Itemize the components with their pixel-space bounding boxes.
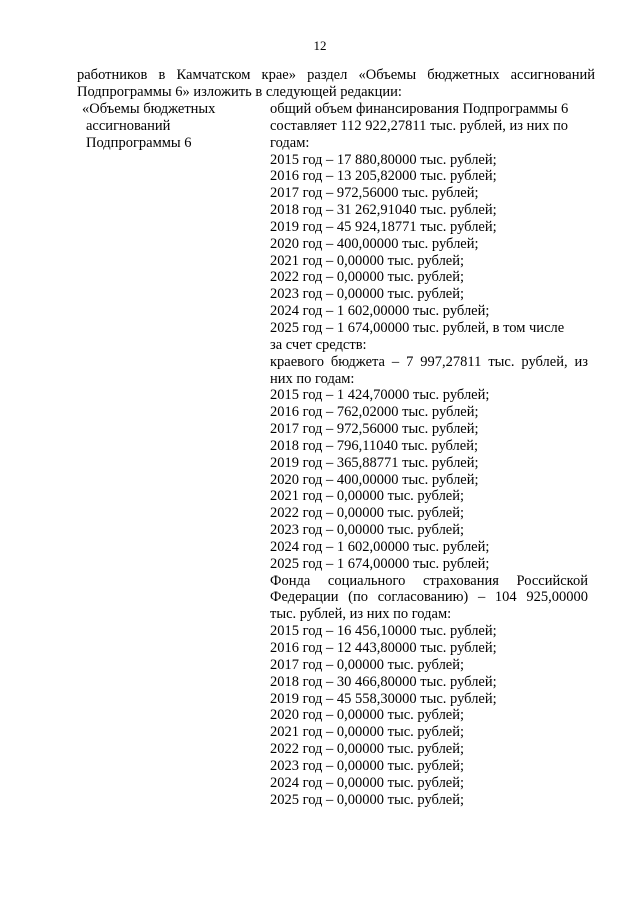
label-line-1: «Объемы бюджетных: [82, 101, 216, 117]
list-item: 2016 год – 762,02000 тыс. рублей;: [270, 404, 479, 421]
intro-paragraph: [77, 67, 595, 101]
list-item: 2022 год – 0,00000 тыс. рублей;: [270, 269, 465, 286]
social-insurance-fund-block: [270, 573, 588, 809]
fund-line-3: тыс. рублей, из них по годам:: [270, 606, 452, 623]
label-line-3: Подпрограммы 6: [86, 134, 192, 151]
list-item: 2019 год – 365,88771 тыс. рублей;: [270, 454, 479, 471]
list-item: 2019 год – 45 558,30000 тыс. рублей;: [270, 690, 497, 707]
list-item: 2020 год – 0,00000 тыс. рублей;: [270, 707, 465, 724]
list-item: 2017 год – 972,56000 тыс. рублей;: [270, 421, 479, 438]
intro-line-1: работников в Камчатском крае» раздел «Объемы бюджетных ассигнований: [77, 67, 595, 83]
total-line-1: общий объем финансирования Подпрограммы 6: [270, 101, 569, 117]
total-line-2: составляет 112 922,27811 тыс. рублей, из них по: [270, 117, 569, 134]
list-item: 2018 год – 796,11040 тыс. рублей;: [270, 437, 478, 454]
list-item: 2023 год – 0,00000 тыс. рублей;: [270, 286, 465, 303]
list-item: 2016 год – 12 443,80000 тыс. рублей;: [270, 640, 497, 656]
list-item: 2020 год – 400,00000 тыс. рублей;: [270, 235, 479, 252]
page-number: 12: [313, 38, 327, 53]
list-item: 2021 год – 0,00000 тыс. рублей;: [270, 488, 465, 505]
list-item: 2018 год – 30 466,80000 тыс. рублей;: [270, 673, 497, 690]
intro-line-2: Подпрограммы 6» изложить в следующей редакции:: [77, 83, 402, 100]
total-line-3: годам:: [270, 134, 310, 151]
list-item: 2015 год – 17 880,80000 тыс. рублей;: [270, 151, 497, 168]
list-item: 2024 год – 0,00000 тыс. рублей;: [270, 774, 465, 791]
list-item: 2015 год – 16 456,10000 тыс. рублей;: [270, 623, 497, 640]
list-item: 2024 год – 1 602,00000 тыс. рублей;: [270, 303, 490, 320]
list-item: 2022 год – 0,00000 тыс. рублей;: [270, 741, 465, 758]
table-label-cell: [82, 101, 257, 152]
list-item: 2018 год – 31 262,91040 тыс. рублей;: [270, 202, 497, 219]
table-content-cell: [270, 101, 588, 808]
list-item: 2020 год – 400,00000 тыс. рублей;: [270, 471, 479, 488]
list-item: 2015 год – 1 424,70000 тыс. рублей;: [270, 387, 490, 404]
fund-line-1: Фонда социального страхования Российской: [270, 572, 588, 589]
list-item: 2016 год – 13 205,82000 тыс. рублей;: [270, 168, 497, 185]
list-item: 2024 год – 1 602,00000 тыс. рублей;: [270, 538, 490, 555]
regional-line-2: них по годам:: [270, 370, 355, 387]
regional-budget-block: [270, 354, 588, 573]
list-item: 2025 год – 0,00000 тыс. рублей;: [270, 791, 465, 808]
total-years-list: [270, 152, 588, 354]
list-item: 2022 год – 0,00000 тыс. рублей;: [270, 505, 465, 522]
list-item: 2023 год – 0,00000 тыс. рублей;: [270, 757, 465, 774]
funding-sources-label: за счет средств:: [270, 336, 367, 353]
list-item: 2017 год – 972,56000 тыс. рублей;: [270, 185, 479, 202]
list-item: 2017 год – 0,00000 тыс. рублей;: [270, 656, 465, 673]
list-item: 2025 год – 1 674,00000 тыс. рублей;: [270, 555, 490, 572]
label-line-2: ассигнований: [86, 117, 171, 134]
total-financing-block: [270, 101, 588, 152]
list-item: 2021 год – 0,00000 тыс. рублей;: [270, 252, 465, 269]
fund-line-2: Федерации (по согласованию) – 104 925,00000: [270, 589, 588, 606]
list-item: 2021 год – 0,00000 тыс. рублей;: [270, 724, 465, 741]
list-item: 2019 год – 45 924,18771 тыс. рублей;: [270, 218, 497, 235]
regional-line-1: краевого бюджета – 7 997,27811 тыс. рублей, из: [270, 353, 588, 370]
list-item: 2023 год – 0,00000 тыс. рублей;: [270, 522, 465, 539]
list-item: 2025 год – 1 674,00000 тыс. рублей, в том числе: [270, 319, 565, 336]
